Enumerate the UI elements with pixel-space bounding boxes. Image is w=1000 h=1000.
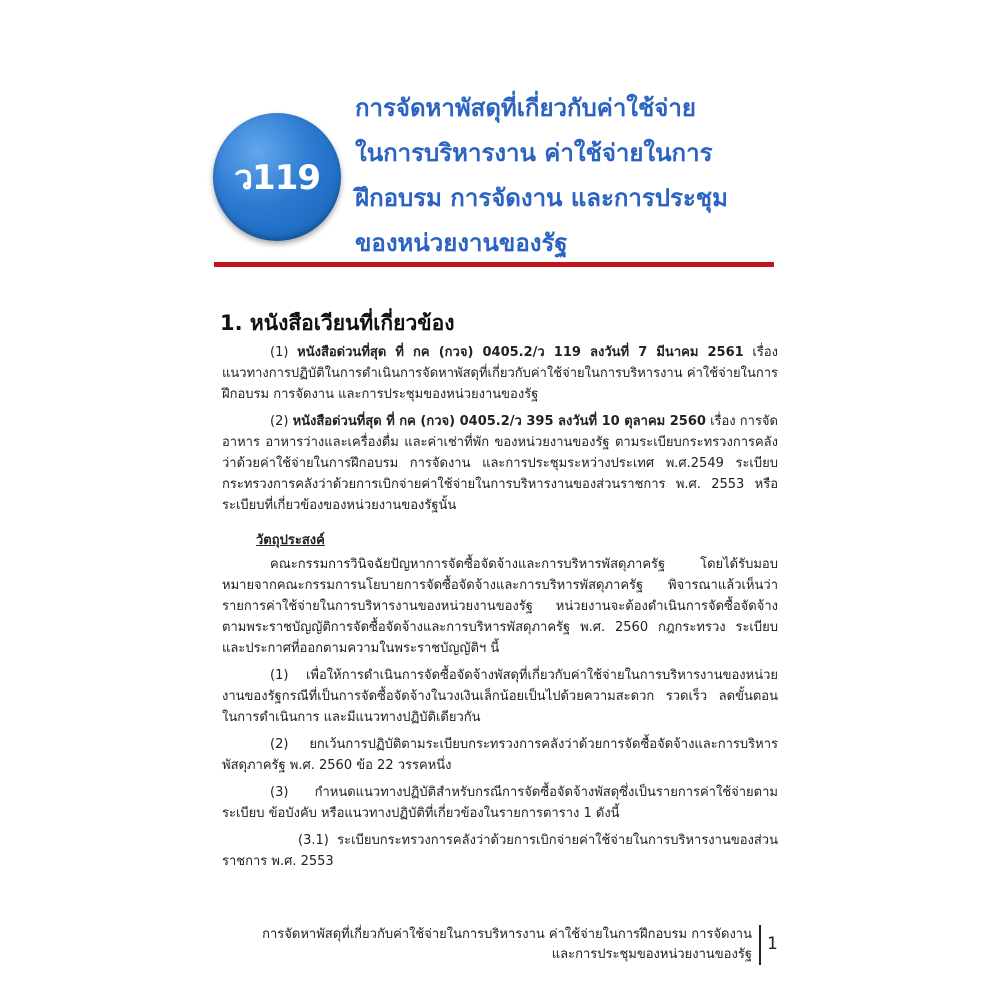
reference-paragraph-1 [222, 342, 778, 405]
title-line: ในการบริหารงาน ค่าใช้จ่ายในการ [355, 139, 713, 167]
footer-line: การจัดหาพัสดุที่เกี่ยวกับค่าใช้จ่ายในการบริหารงาน ค่าใช้จ่ายในการฝึกอบรม การจัดงาน [262, 927, 752, 942]
objective-intro: คณะกรรมการวินิจฉัยปัญหาการจัดซื้อจัดจ้างและการบริหารพัสดุภาครัฐ โดยได้รับมอบหมายจากคณะกรรมการนโยบายการจัดซื้อจัดจ้างและการบริหารพัสดุภาครัฐ พิจารณาแล้วเห็นว่า รายการค่าใช้จ่ายในการบริหารงานของหน่วยงานของรัฐ หน่วยงานจะต้องดำเนินการจัดซื้อจัดจ้างตามพระราชบัญญัติการจัดซื้อจัดจ้างและการบริหารพัสดุภาครัฐ พ.ศ. 2560 กฎกระทรวง ระเบียบ และประกาศที่ออกตามความในพระราชบัญญัติฯ นี้ [222, 557, 778, 656]
objective-item-3-1: (3.1) ระเบียบกระทรวงการคลังว่าด้วยการเบิกจ่ายค่าใช้จ่ายในการบริหารงานของส่วนราชการ พ.ศ. 2553 [222, 833, 778, 869]
objective-heading: วัตถุประสงค์ [256, 533, 325, 548]
reference-paragraph-2 [222, 411, 778, 516]
badge-label: ว119 [233, 158, 321, 198]
footer-divider [759, 925, 761, 965]
page-footer [232, 925, 752, 965]
objective-item-3: (3) กำหนดแนวทางปฏิบัติสำหรับกรณีการจัดซื้อจัดจ้างพัสดุซึ่งเป็นรายการค่าใช้จ่ายตามระเบียบ ข้อบังคับ หรือแนวทางปฏิบัติที่เกี่ยวข้องในรายการตาราง 1 ดังนี้ [222, 785, 778, 821]
objective-item-1: (1) เพื่อให้การดำเนินการจัดซื้อจัดจ้างพัสดุที่เกี่ยวกับค่าใช้จ่ายในการบริหารงานของหน่วยงานของรัฐกรณีที่เป็นการจัดซื้อจัดจ้างในวงเงินเล็กน้อยเป็นไปด้วยความสะดวก รวดเร็ว ลดขั้นตอนในการดำเนินการ และมีแนวทางปฏิบัติเดียวกัน [222, 668, 778, 725]
document-body [222, 342, 778, 878]
objective-item-2: (2) ยกเว้นการปฏิบัติตามระเบียบกระทรวงการคลังว่าด้วยการจัดซื้อจัดจ้างและการบริหารพัสดุภาครัฐ พ.ศ. 2560 ข้อ 22 วรรคหนึ่ง [222, 737, 778, 773]
title-line: การจัดหาพัสดุที่เกี่ยวกับค่าใช้จ่าย [355, 94, 696, 122]
title-divider [214, 262, 774, 267]
footer-line: และการประชุมของหน่วยงานของรัฐ [551, 947, 752, 962]
circular-number-badge [213, 113, 341, 241]
title-line: ของหน่วยงานของรัฐ [355, 229, 568, 257]
page-number: 1 [767, 934, 778, 954]
title-line: ฝึกอบรม การจัดงาน และการประชุม [355, 184, 728, 212]
reference-title: หนังสือด่วนที่สุด ที่ กค (กวจ) 0405.2/ว 119 ลงวันที่ 7 มีนาคม 2561 [297, 345, 744, 360]
reference-number: (1) [270, 345, 289, 360]
document-title [355, 86, 795, 266]
reference-text: เรื่อง การจัดอาหาร อาหารว่างและเครื่องดื่ม และค่าเช่าที่พัก ของหน่วยงานของรัฐ ตามระเบียบกระทรวงการคลังว่าด้วยค่าใช้จ่ายในการฝึกอบรม การจัดงาน และการประชุมระหว่างประเทศ พ.ศ.2549 ระเบียบกระทรวงการคลังว่าด้วยการเบิกจ่ายค่าใช้จ่ายในการบริหารงานของส่วนราชการ พ.ศ. 2553 หรือระเบียบที่เกี่ยวข้องของหน่วยงานของรัฐนั้น [222, 414, 778, 513]
reference-title: หนังสือด่วนที่สุด ที่ กค (กวจ) 0405.2/ว 395 ลงวันที่ 10 ตุลาคม 2560 [292, 414, 706, 429]
section-heading: 1. หนังสือเวียนที่เกี่ยวข้อง [220, 311, 455, 335]
reference-number: (2) [270, 414, 289, 429]
reference-text: เรื่อง แนวทางการปฏิบัติในการดำเนินการจัดหาพัสดุที่เกี่ยวกับค่าใช้จ่ายในการบริหารงาน ค่าใช้จ่ายในการฝึกอบรม การจัดงาน และการประชุมของหน่วยงานของรัฐ [222, 345, 778, 402]
